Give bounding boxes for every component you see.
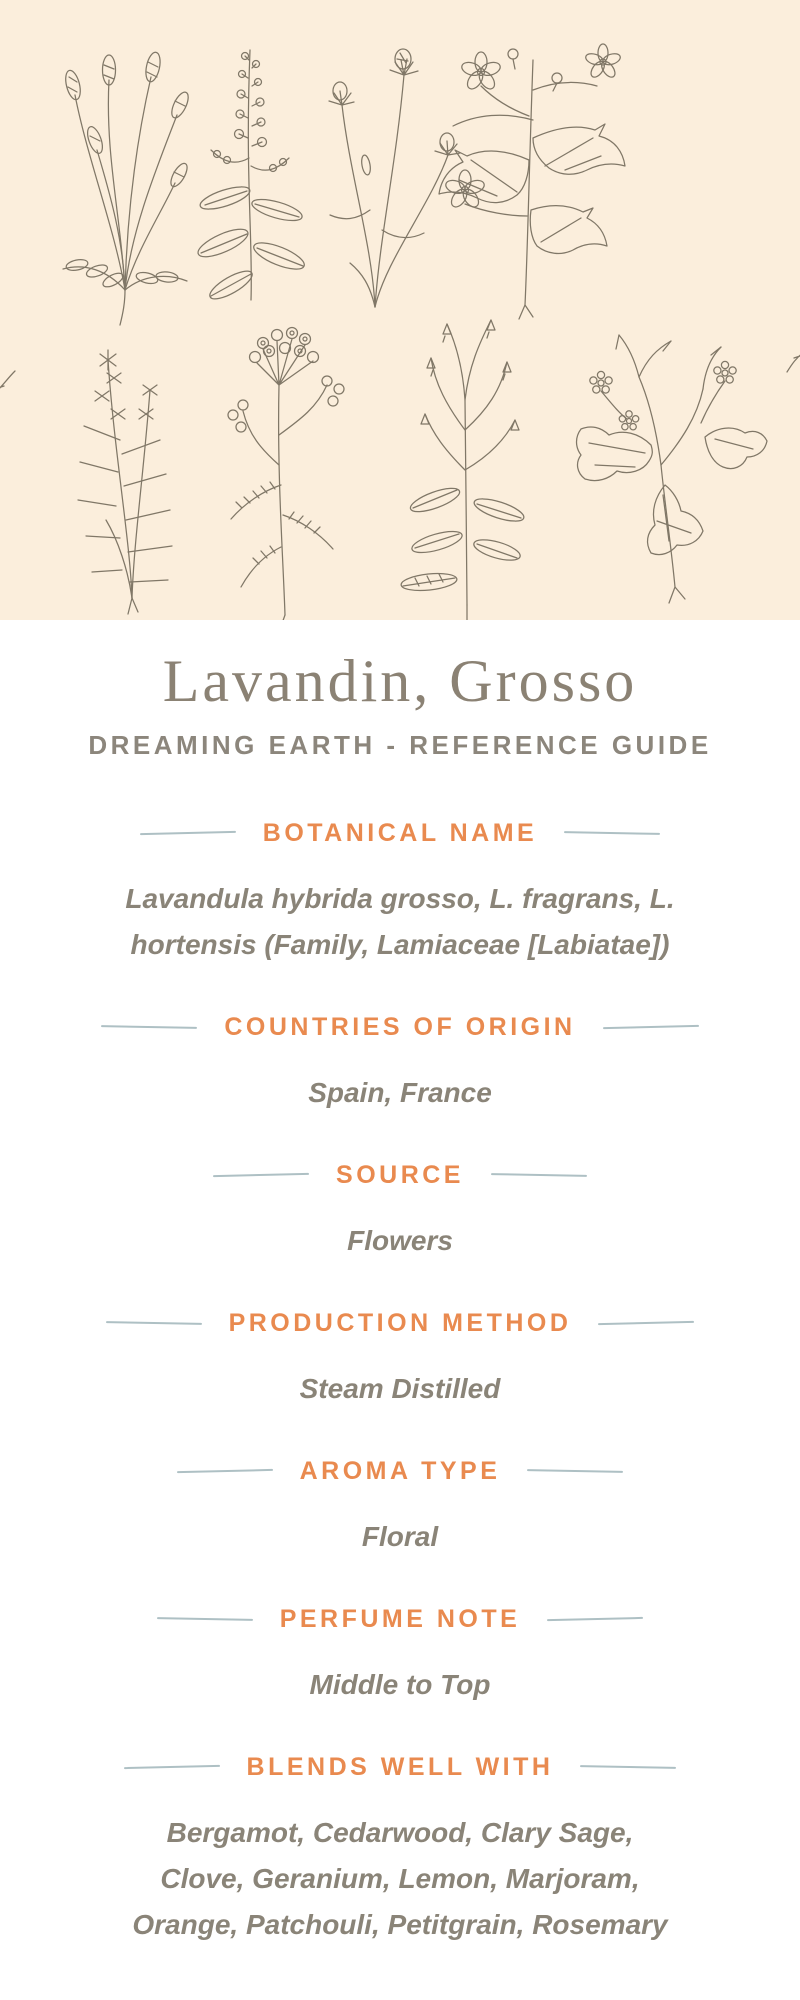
- section-aroma-type: [0, 1454, 800, 1560]
- divider-line-right: [598, 1321, 694, 1325]
- yarrow-illustration: [228, 328, 344, 621]
- hyssop-illustration: [78, 350, 172, 614]
- botanical-illustration: [0, 0, 800, 620]
- hero-botanical-banner: [0, 0, 800, 620]
- divider-line-left: [106, 1321, 202, 1325]
- section-value: Lavandula hybrida grosso, L. fragrans, L. hortensis (Family, Lamiaceae [Labiatae]): [125, 883, 675, 960]
- section-header: [0, 1602, 800, 1636]
- section-botanical-name: [0, 816, 800, 968]
- herb-robert-illustration: [577, 335, 768, 603]
- section-value: Spain, France: [308, 1077, 492, 1108]
- divider-line-left: [140, 831, 236, 835]
- section-label: SOURCE: [336, 1160, 464, 1189]
- section-production-method: [0, 1306, 800, 1412]
- divider-line-right: [564, 831, 660, 835]
- section-label: COUNTRIES OF ORIGIN: [224, 1012, 576, 1041]
- section-label: PRODUCTION METHOD: [228, 1308, 572, 1337]
- divider-line-right: [491, 1173, 587, 1177]
- divider-line-right: [603, 1025, 699, 1029]
- section-label: PERFUME NOTE: [279, 1604, 521, 1633]
- section-label: BOTANICAL NAME: [262, 818, 538, 847]
- divider-line-left: [177, 1469, 273, 1473]
- section-header: [0, 1750, 800, 1784]
- pattern-fragment-left-icon: [0, 371, 15, 392]
- clary-sage-illustration: [195, 50, 308, 304]
- section-value: Floral: [361, 1521, 439, 1552]
- burnet-illustration: [63, 51, 192, 325]
- section-source: [0, 1158, 800, 1264]
- divider-line-left: [101, 1025, 197, 1029]
- section-blends-well-with: [0, 1750, 800, 1948]
- section-perfume-note: [0, 1602, 800, 1708]
- section-countries-of-origin: [0, 1010, 800, 1116]
- mallow-illustration: [439, 44, 625, 319]
- divider-line-right: [580, 1765, 676, 1769]
- section-value: Middle to Top: [309, 1669, 491, 1700]
- section-label: BLENDS WELL WITH: [246, 1752, 554, 1781]
- divider-line-left: [124, 1765, 220, 1769]
- section-header: [0, 1158, 800, 1192]
- divider-line-left: [213, 1173, 309, 1177]
- section-header: [0, 1010, 800, 1044]
- section-header: [0, 1454, 800, 1488]
- divider-line-right: [527, 1469, 623, 1473]
- page-subtitle: DREAMING EARTH - REFERENCE GUIDE: [88, 730, 712, 760]
- pattern-fragment-right-icon: [787, 352, 800, 372]
- divider-line-left: [157, 1617, 253, 1621]
- section-header: [0, 1306, 800, 1340]
- verbena-illustration: [400, 320, 526, 620]
- section-label: AROMA TYPE: [299, 1456, 501, 1485]
- section-value: Bergamot, Cedarwood, Clary Sage, Clove, Geranium, Lemon, Marjoram, Orange, Patchouli, Petitgrain, Rosemary: [132, 1817, 668, 1940]
- page-title: Lavandin, Grosso: [162, 648, 638, 714]
- section-header: [0, 816, 800, 850]
- section-value: Flowers: [347, 1225, 453, 1256]
- section-value: Steam Distilled: [299, 1373, 501, 1404]
- divider-line-right: [547, 1617, 643, 1621]
- cornflower-illustration: [329, 49, 460, 307]
